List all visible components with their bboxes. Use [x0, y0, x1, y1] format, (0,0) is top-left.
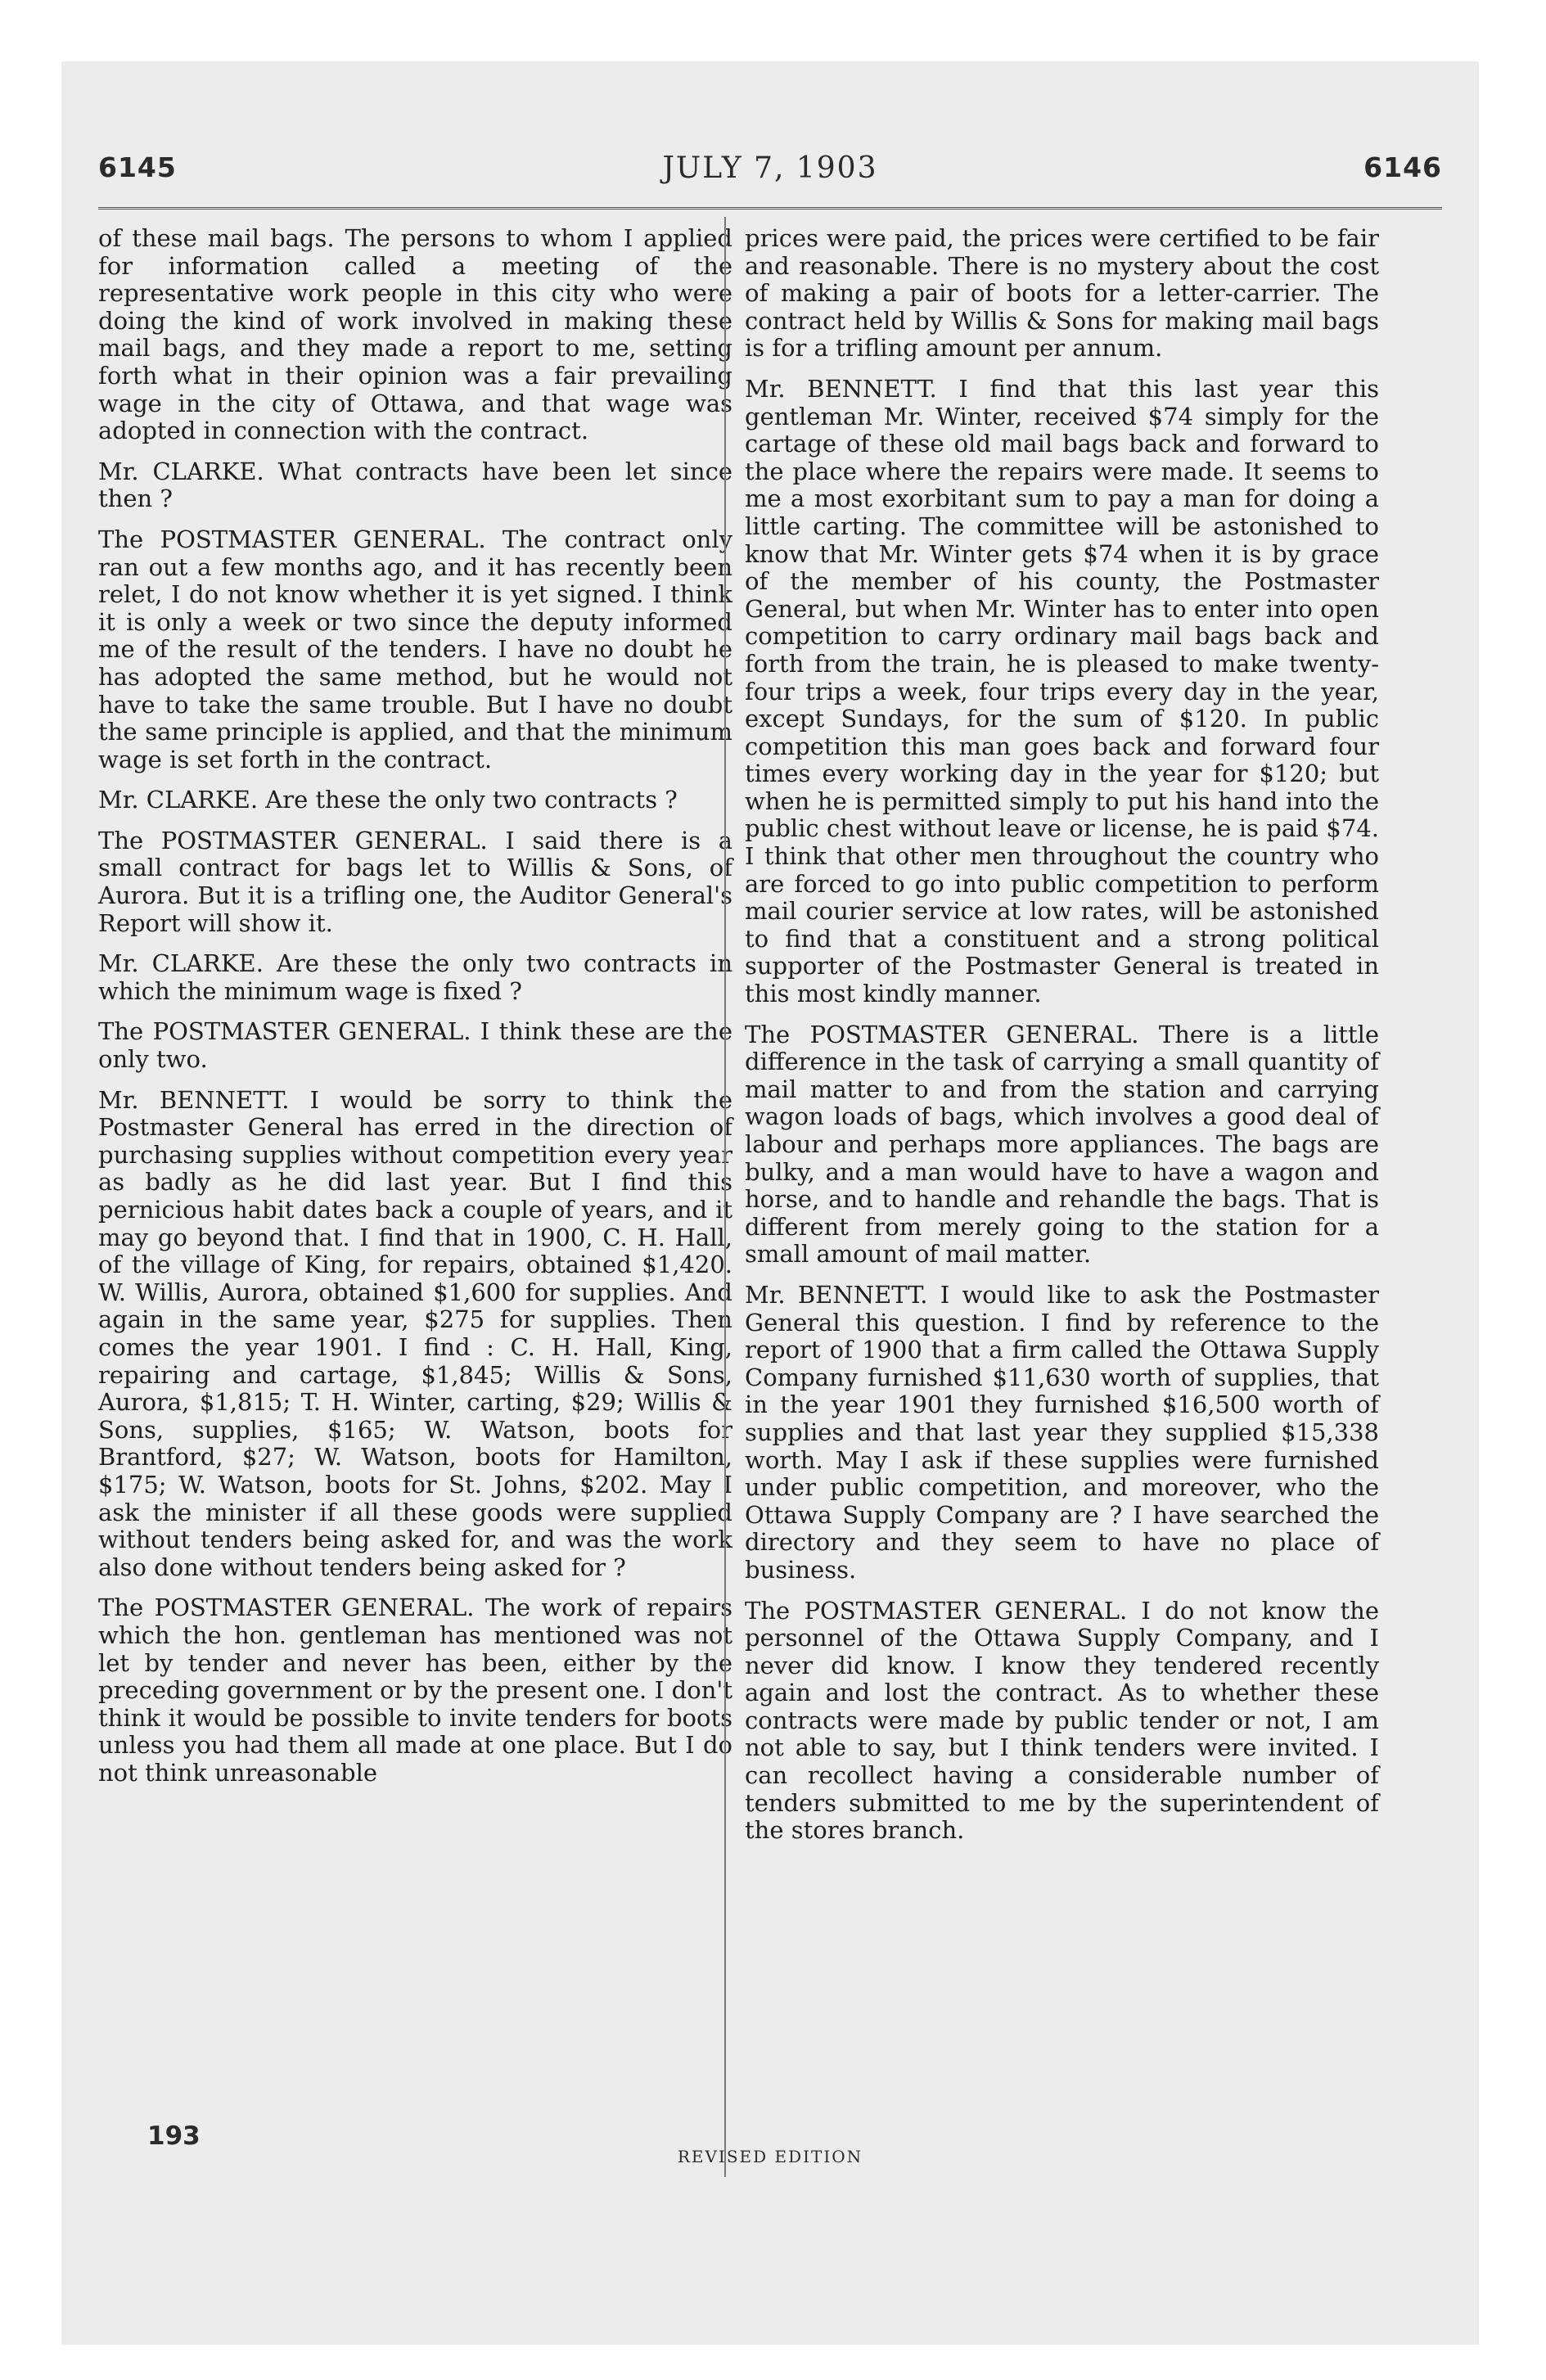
paragraph: The POSTMASTER GENERAL. The contract only ran out a few months ago, and it has recently been relet, I do not know whether it is yet signed. I think it is only a week or two since the deputy informed me of the result of the tenders. I have no doubt he has adopted the same method, but he would not have to take the same trouble. But I have no doubt the same principle is applied, and that the minimum wage is set forth in the contract.: [98, 525, 732, 773]
footer-page-number: 193: [147, 2121, 201, 2151]
paragraph: The POSTMASTER GENERAL. I think these are the only two.: [98, 1017, 732, 1074]
paragraph: Mr. BENNETT. I find that this last year this gentleman Mr. Winter, received $74 simply for the cartage of these old mail bags back and forward to the place where the repairs were made. It seems to me a most exorbitant sum to pay a man for doing a little carting. The committee will be astonished to know that Mr. Winter gets $74 when it is by grace of the member of his county, the Postmaster General, but when Mr. Winter has to enter into open competition to carry ordinary mail bags back and forth from the train, he is pleased to make twenty-four trips a week, four trips every day in the year, except Sundays, for the sum of $120. In public competition this man goes back and forward four times every working day in the year for $120; but when he is permitted simply to put his hand into the public chest without leave or license, he is paid $74. I think that other men throughout the country who are forced to go into public competition to perform mail courier service at low rates, will be astonished to find that a constituent and a strong political supporter of the Postmaster General is treated in this most kindly manner.: [745, 374, 1379, 1008]
header-rule: [98, 207, 1442, 210]
paragraph: Mr. CLARKE. Are these the only two contracts ?: [98, 786, 678, 814]
scanned-page: [61, 61, 1479, 2345]
paragraph: The POSTMASTER GENERAL. The work of repairs which the hon. gentleman has mentioned was not let by tender and never has been, either by the preceding government or by the present one. I don't think it would be possible to invite tenders for boots unless you had them all made at one place. But I do not think unreasonable: [98, 1593, 732, 1787]
left-column: [98, 225, 732, 1800]
paragraph: Mr. BENNETT. I would be sorry to think the Postmaster General has erred in the direction of purchasing supplies without competition every year as badly as he did last year. But I find this pernicious habit dates back a couple of years, and it may go beyond that. I find that in 1900, C. H. Hall, of the village of King, for repairs, obtained $1,420. W. Willis, Aurora, obtained $1,600 for supplies. And again in the same year, $275 for supplies. Then comes the year 1901. I find : C. H. Hall, King, repairing and cartage, $1,845; Willis & Sons, Aurora, $1,815; T. H. Winter, carting, $29; Willis & Sons, supplies, $165; W. Watson, boots for Brantford, $27; W. Watson, boots for Hamilton, $175; W. Watson, boots for St. Johns, $202. May I ask the minister if all these goods were supplied without tenders being asked for, and was the work also done without tenders being asked for ?: [98, 1085, 732, 1581]
paragraph: Mr. BENNETT. I would like to ask the Postmaster General this question. I find by reference to the report of 1900 that a firm called the Ottawa Supply Company furnished $11,630 worth of supplies, that in the year 1901 they furnished $16,500 worth of supplies and that last year they supplied $15,338 worth. May I ask if these supplies were furnished under public competition, and moreover, who the Ottawa Supply Company are ? I have searched the directory and they seem to have no place of business.: [745, 1280, 1379, 1584]
paragraph: The POSTMASTER GENERAL. I do not know the personnel of the Ottawa Supply Company, and I never did know. I know they tendered recently again and lost the contract. As to whether these contracts were made by public tender or not, I am not able to say, but I think tenders were invited. I can recollect having a considerable number of tenders submitted to me by the superintendent of the stores branch.: [745, 1596, 1379, 1845]
paragraph: of these mail bags. The persons to whom I applied for information called a meeting of the representative work people in this city who were doing the kind of work involved in making these mail bags, and they made a report to me, setting forth what in their opinion was a fair prevailing wage in the city of Ottawa, and that wage was adopted in connection with the contract.: [98, 224, 732, 445]
paragraph: The POSTMASTER GENERAL. There is a little difference in the task of carrying a small quantity of mail matter to and from the station and carrying wagon loads of bags, which involves a good deal of labour and perhaps more appliances. The bags are bulky, and a man would have to have a wagon and horse, and to handle and rehandle the bags. That is different from merely going to the station for a small amount of mail matter.: [745, 1020, 1379, 1269]
right-page-number: 6146: [1363, 151, 1442, 183]
paragraph: prices were paid, the prices were certified to be fair and reasonable. There is no mystery about the cost of making a pair of boots for a letter-carrier. The contract held by Willis & Sons for making mail bags is for a trifling amount per annum.: [745, 224, 1379, 363]
left-page-number: 6145: [98, 151, 177, 183]
right-column: [745, 225, 1379, 1858]
column-divider: [724, 217, 726, 2177]
header-date: JULY 7, 1903: [662, 151, 878, 185]
paragraph: Mr. CLARKE. Are these the only two contracts in which the minimum wage is fixed ?: [98, 949, 732, 1005]
paragraph: Mr. CLARKE. What contracts have been let since then ?: [98, 457, 732, 513]
edition-label: REVISED EDITION: [677, 2147, 863, 2166]
page-header: [98, 151, 1442, 201]
paragraph: The POSTMASTER GENERAL. I said there is a small contract for bags let to Willis & Sons, of Aurora. But it is a trifling one, the Auditor General's Report will show it.: [98, 826, 732, 937]
